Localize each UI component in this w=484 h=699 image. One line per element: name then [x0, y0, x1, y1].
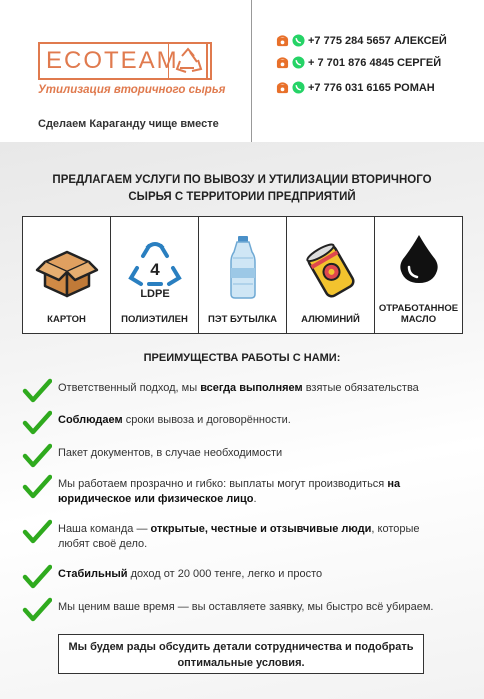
advantage-text-bold: Стабильный	[58, 568, 128, 580]
footer-box	[58, 634, 424, 674]
aluminum-can-icon	[302, 242, 360, 300]
phone-icon	[276, 34, 289, 47]
slogan: Сделаем Караганду чище вместе	[38, 118, 219, 130]
whatsapp-icon	[292, 34, 305, 47]
checkmark-icon	[22, 474, 52, 500]
service-label: ПЭТ БУТЫЛКА	[208, 314, 277, 325]
contact-text: +7 775 284 5657 АЛЕКСЕЙ	[308, 34, 447, 47]
service-label: АЛЮМИНИЙ	[301, 314, 360, 325]
advantage-text	[58, 600, 448, 615]
advantage-text	[58, 446, 448, 461]
checkmark-icon	[22, 519, 52, 545]
header	[0, 0, 484, 142]
logo-subtitle: Утилизация вторичного сырья	[38, 84, 226, 96]
services-heading: ПРЕДЛАГАЕМ УСЛУГИ ПО ВЫВОЗУ И УТИЛИЗАЦИИ ВТОРИЧНОГО СЫРЬЯ С ТЕРРИТОРИИ ПРЕДПРИЯТИЙ	[52, 174, 432, 203]
cardboard-box-icon	[35, 244, 99, 300]
footer-text: Мы будем рады обсудить детали сотрудничества и подобрать оптимальные условия.	[68, 641, 414, 669]
logo-text: ECOTEAM	[46, 47, 179, 74]
contact-row[interactable]	[276, 56, 441, 69]
advantage-text-post: доход от 20 000 тенге, легко и просто	[127, 568, 323, 580]
contact-row[interactable]	[276, 81, 435, 94]
contact-row[interactable]	[276, 34, 447, 47]
advantage-text-pre: Мы работаем прозрачно и гибко: выплаты могут производиться	[58, 478, 388, 490]
service-cell-pet-bottle	[199, 217, 287, 334]
advantage-text-bold: всегда выполняем	[200, 382, 303, 394]
services-table	[22, 216, 463, 334]
advantage-text-bold: Соблюдаем	[58, 414, 123, 426]
advantage-text-bold: открытые, честные и отзывчивые люди	[150, 523, 372, 535]
ldpe-number: 4	[149, 260, 160, 279]
service-cell-oil	[375, 217, 463, 334]
checkmark-icon	[22, 378, 52, 404]
advantage-text	[58, 381, 448, 396]
plastic-bottle-icon	[225, 234, 261, 300]
advantage-text-post: .	[253, 493, 257, 505]
contact-text: +7 776 031 6165 РОМАН	[308, 81, 435, 94]
phone-icon	[276, 81, 289, 94]
service-cell-aluminum	[287, 217, 375, 334]
service-cell-cardboard	[23, 217, 111, 334]
ldpe-recycle-icon	[125, 238, 185, 300]
advantage-text-pre: Пакет документов, в случае необходимости	[58, 447, 283, 459]
advantage-text	[58, 522, 448, 552]
checkmark-icon	[22, 443, 52, 469]
checkmark-icon	[22, 564, 52, 590]
advantage-text	[58, 413, 448, 428]
advantage-text	[58, 477, 448, 507]
advantage-text-post: взятые обязательства	[302, 382, 419, 394]
oil-drop-icon	[397, 233, 441, 285]
service-cell-polyethylene	[111, 217, 199, 334]
advantage-text	[58, 567, 448, 582]
advantage-text-pre: Наша команда —	[58, 523, 151, 535]
advantage-text-bold: на юридическое или физическое лицо	[58, 478, 401, 505]
advantage-text-pre: Мы ценим ваше время — вы оставляете заявку, мы быстро всё убираем.	[58, 601, 434, 613]
ldpe-text: LDPE	[139, 288, 170, 300]
whatsapp-icon	[292, 56, 305, 69]
advantages-heading: ПРЕИМУЩЕСТВА РАБОТЫ С НАМИ:	[143, 352, 341, 364]
checkmark-icon	[22, 410, 52, 436]
service-label: КАРТОН	[47, 314, 86, 325]
contact-text: + 7 701 876 4845 СЕРГЕЙ	[308, 56, 442, 69]
divider	[251, 0, 252, 142]
service-label: ОТРАБОТАННОЕ МАСЛО	[378, 303, 459, 325]
advantage-text-pre: Ответственный подход, мы	[58, 382, 201, 394]
whatsapp-icon	[292, 81, 305, 94]
service-label: ПОЛИЭТИЛЕН	[121, 314, 188, 325]
advantage-text-post: сроки вывоза и договорённости.	[122, 414, 291, 426]
phone-icon	[276, 56, 289, 69]
advantage-text-post: , которые любят своё дело.	[58, 523, 420, 550]
checkmark-icon	[22, 597, 52, 623]
recycle-logo-icon	[168, 42, 212, 80]
